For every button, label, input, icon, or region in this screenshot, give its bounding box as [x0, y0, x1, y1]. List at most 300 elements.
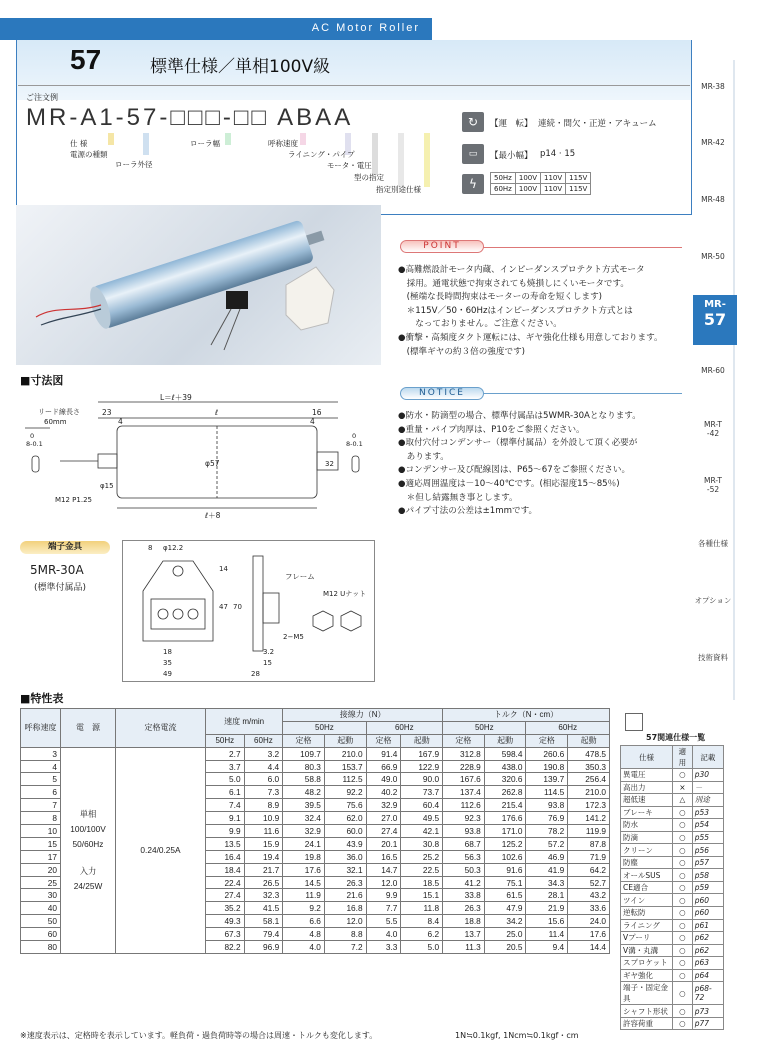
th-torque: トルク（N・cm） [443, 709, 610, 722]
v60-115: 115V [566, 184, 591, 195]
spec-cell: 46.9 [526, 850, 568, 863]
spec-cell: 56.3 [443, 850, 485, 863]
sidebar-item-options[interactable]: オプション [694, 596, 732, 605]
label-lining: ライニング・パイプ [288, 150, 355, 159]
option-row [621, 1017, 724, 1030]
lead-length-value: 60mm [44, 418, 67, 426]
option-cell: 超低速 [621, 794, 673, 807]
spec-cell: 7.2 [324, 941, 366, 954]
power-line: 24/25W [73, 880, 103, 891]
spec-cell: 7.7 [366, 902, 401, 915]
spec-cell: 17.6 [568, 928, 610, 941]
spec-cell: 141.2 [568, 812, 610, 825]
dim-l: ℓ [215, 408, 219, 417]
sidebar-item-technical[interactable]: 技術資料 [698, 653, 728, 662]
sidebar-index [693, 60, 758, 700]
active-tab-prefix: MR- [704, 299, 726, 310]
spec-cell: 17 [21, 850, 61, 863]
spec-cell: 80.3 [283, 760, 325, 773]
dim-4-left: 4 [118, 417, 123, 426]
marker [143, 133, 149, 155]
spec-cell: 3 [21, 747, 61, 760]
spec-cell: 60 [21, 928, 61, 941]
option-cell: 防水 [621, 819, 673, 832]
roller-illustration [16, 205, 381, 365]
option-cell: p57 [692, 856, 723, 869]
spec-cell: 47.9 [484, 902, 526, 915]
term-8: 8 [148, 544, 153, 552]
spec-cell: 210.0 [568, 786, 610, 799]
option-cell: スプロケット [621, 957, 673, 970]
product-photo [16, 205, 381, 365]
nut-label: M12 Uナット [323, 590, 367, 598]
option-cell: 高出力 [621, 781, 673, 794]
spec-cell: 6.1 [206, 786, 245, 799]
spec-cell: 27.4 [206, 889, 245, 902]
term-15: 15 [263, 659, 272, 667]
spec-cell: 4 [21, 760, 61, 773]
dim-phi15: φ15 [100, 482, 114, 490]
dim-16: 16 [312, 408, 322, 417]
spec-cell: 112.5 [324, 773, 366, 786]
spec-cell: 5.0 [401, 941, 443, 954]
option-cell: ○ [673, 919, 693, 932]
label-motor: モータ・電圧 [327, 161, 372, 170]
notice-item: ●防水・防滴型の場合、標準付属品は5WMR-30Aとなります。 [398, 411, 641, 421]
spec-cell: 43.2 [568, 889, 610, 902]
spec-cell: 30 [21, 889, 61, 902]
spec-cell: 75.1 [484, 876, 526, 889]
notice-item: ●重量・パイプ肉厚は、P10をご参照ください。 [398, 424, 585, 435]
spec-cell: 33.8 [443, 889, 485, 902]
spec-cell: 10.9 [244, 812, 283, 825]
option-row [621, 856, 724, 869]
power-line: 入力 [79, 865, 97, 876]
spec-cell: 8.9 [244, 799, 283, 812]
option-row [621, 919, 724, 932]
option-cell: クリーン [621, 844, 673, 857]
spec-cell: 73.7 [401, 786, 443, 799]
title-rule [18, 85, 690, 86]
option-row [621, 894, 724, 907]
sidebar-item-mr38[interactable]: MR-38 [701, 82, 725, 91]
spec-cell: 215.4 [484, 799, 526, 812]
option-cell: p60 [692, 894, 723, 907]
option-cell: ブレーキ [621, 806, 673, 819]
rotation-value: 連続・間欠・正逆・アキューム [538, 119, 657, 129]
spec-cell: 260.6 [526, 747, 568, 760]
option-cell: p59 [692, 881, 723, 894]
term-18: 18 [163, 648, 172, 656]
dim-0-left: 0 [30, 432, 35, 440]
spec-cell: 66.9 [366, 760, 401, 773]
spec-cell: 14.7 [366, 863, 401, 876]
spec-cell: 32.9 [366, 799, 401, 812]
th-torque-60: 60Hz [526, 721, 610, 734]
spec-cell: 32.9 [283, 825, 325, 838]
spec-cell: 12.0 [366, 876, 401, 889]
spec-cell: 7.3 [244, 786, 283, 799]
spec-cell: 11.4 [526, 928, 568, 941]
option-cell: CE適合 [621, 881, 673, 894]
spec-cell: 6.2 [401, 928, 443, 941]
option-row [621, 844, 724, 857]
term-32: 3.2 [263, 648, 275, 656]
option-row [621, 957, 724, 970]
m5-label: 2−M5 [283, 633, 304, 641]
spec-cell: 478.5 [568, 747, 610, 760]
spec-cell: 58.8 [283, 773, 325, 786]
option-row [621, 1005, 724, 1018]
option-row [621, 819, 724, 832]
spec-cell: 598.4 [484, 747, 526, 760]
series-banner [0, 18, 432, 40]
spec-cell: 112.6 [443, 799, 485, 812]
option-cell: ○ [673, 894, 693, 907]
opt-th-spec: 仕様 [621, 746, 673, 769]
spec-cell: 43.9 [324, 837, 366, 850]
spec-cell: 3.7 [206, 760, 245, 773]
spec-cell: 16.4 [206, 850, 245, 863]
spec-cell: 16.8 [324, 902, 366, 915]
option-cell: p58 [692, 869, 723, 882]
options-body [621, 769, 724, 1030]
option-cell: V溝・丸溝 [621, 944, 673, 957]
option-cell: ○ [673, 969, 693, 982]
spec-cell: 49.3 [206, 915, 245, 928]
option-row [621, 982, 724, 1005]
marker [424, 133, 430, 187]
spec-cell: 9.1 [206, 812, 245, 825]
spec-cell: 92.3 [443, 812, 485, 825]
opt-th-ref: 記載 [692, 746, 723, 769]
sidebar-item-mrt52[interactable]: MR-T -52 [704, 476, 722, 494]
spec-cell: 36.0 [324, 850, 366, 863]
spec-cell: 28.1 [526, 889, 568, 902]
option-row [621, 932, 724, 945]
spec-cell: 25.0 [484, 928, 526, 941]
spec-cell: 61.5 [484, 889, 526, 902]
lightning-icon: ϟ [462, 174, 484, 194]
spec-cell: 42.1 [401, 825, 443, 838]
spec-cell: 48.2 [283, 786, 325, 799]
spec-cell: 21.6 [324, 889, 366, 902]
opt-th-apply: 適用 [673, 746, 693, 769]
option-cell: ライニング [621, 919, 673, 932]
spec-cell: 125.2 [484, 837, 526, 850]
page-title: 標準仕様／単相100V級 [150, 57, 331, 77]
unit-note: 1N≒0.1kgf, 1Ncm≒0.1kgf・cm [455, 1031, 579, 1040]
option-cell: ○ [673, 831, 693, 844]
option-row [621, 969, 724, 982]
v60-110: 110V [541, 184, 566, 195]
spec-cell: 262.8 [484, 786, 526, 799]
spec-cell: 4.0 [283, 941, 325, 954]
spec-cell: 3.2 [244, 747, 283, 760]
option-cell: ギヤ強化 [621, 969, 673, 982]
v50-100: 100V [515, 173, 540, 184]
option-cell: ○ [673, 844, 693, 857]
spec-cell: 18.5 [401, 876, 443, 889]
order-model-code: MR-A1-57-□□□-□□ ABAA [26, 104, 354, 131]
width-label: 【最小幅】 [490, 151, 533, 161]
thread-m12: M12 P1.25 [55, 496, 92, 504]
option-cell: p55 [692, 831, 723, 844]
option-row [621, 781, 724, 794]
option-cell: 許容荷重 [621, 1017, 673, 1030]
sidebar-item-mr42[interactable]: MR-42 [701, 138, 725, 147]
option-cell: p56 [692, 844, 723, 857]
spec-cell: 14.4 [568, 941, 610, 954]
th-current: 定格電流 [116, 709, 206, 748]
v-hz50: 50Hz [491, 173, 516, 184]
notice-item: ●取付穴付コンデンサー（標準付属品）を外設して頂く必要が [398, 438, 638, 449]
option-cell: p62 [692, 932, 723, 945]
lead-wire [36, 305, 101, 317]
th-start: 起動 [568, 734, 610, 747]
sidebar-item-mr57-active[interactable] [693, 295, 737, 345]
spec-cell: 60.4 [401, 799, 443, 812]
spec-cell: 11.3 [443, 941, 485, 954]
spec-cell: 320.6 [484, 773, 526, 786]
point-list [398, 264, 694, 359]
point-item: (標準ギヤの約３倍の強度です) [398, 346, 526, 357]
sidebar-item-mrt42[interactable]: MR-T -42 [704, 420, 722, 438]
roller-shaft [306, 231, 324, 245]
option-list-icon [625, 713, 643, 731]
terminal-model: 5MR-30A [30, 563, 84, 577]
sidebar-item-mr48[interactable]: MR-48 [701, 195, 725, 204]
power-line: 50/60Hz [72, 838, 104, 849]
spec-cell: 8 [21, 812, 61, 825]
spec-cell: 312.8 [443, 747, 485, 760]
spec-cell: 60.0 [324, 825, 366, 838]
sidebar-item-mr60[interactable]: MR-60 [701, 366, 725, 375]
option-cell: 防塵 [621, 856, 673, 869]
dim-23: 23 [102, 408, 112, 417]
options-table [620, 745, 724, 1030]
option-cell: 別途 [692, 794, 723, 807]
dimensions-title: ■寸法図 [20, 374, 64, 387]
spec-cell: 76.9 [526, 812, 568, 825]
spec-cell: 13.5 [206, 837, 245, 850]
spec-cell: 41.9 [526, 863, 568, 876]
point-item: 採用。通電状態で拘束されても焼損しにくいモータです。 [398, 278, 630, 289]
spec-cell: 91.4 [366, 747, 401, 760]
spec-cell: 14.5 [283, 876, 325, 889]
spec-cell: 9.9 [366, 889, 401, 902]
term-70: 70 [233, 603, 242, 611]
option-row [621, 769, 724, 782]
spec-cell: 58.1 [244, 915, 283, 928]
dim-l-plus-8: ℓ＋8 [205, 511, 221, 520]
th-start: 起動 [401, 734, 443, 747]
option-cell: p62 [692, 944, 723, 957]
spec-cell: 109.7 [283, 747, 325, 760]
option-cell: Vプーリ [621, 932, 673, 945]
v50-110: 110V [541, 173, 566, 184]
notice-item: ●適応周囲温度は－10〜40℃です。(相応湿度15〜85％) [398, 478, 620, 489]
spec-cell: 20 [21, 863, 61, 876]
option-cell: ○ [673, 819, 693, 832]
th-speed: 速度 m/min [206, 709, 283, 735]
spec-current-cell: 0.24/0.25A [116, 747, 206, 953]
option-cell: p73 [692, 1005, 723, 1018]
capacitor [226, 291, 248, 309]
th-start: 起動 [324, 734, 366, 747]
spec-cell: 91.6 [484, 863, 526, 876]
capacitor-wire [211, 309, 240, 350]
terminal-drawing [123, 541, 376, 683]
sidebar-item-mr50[interactable]: MR-50 [701, 252, 725, 261]
v50-115: 115V [566, 173, 591, 184]
spec-cell: 122.9 [401, 760, 443, 773]
spec-cell: 6.6 [283, 915, 325, 928]
spec-cell: 50 [21, 915, 61, 928]
th-speed-50: 50Hz [206, 734, 245, 747]
spec-cell: 5.5 [366, 915, 401, 928]
option-cell: ○ [673, 881, 693, 894]
spec-cell: 27.0 [366, 812, 401, 825]
spec-cell: 71.9 [568, 850, 610, 863]
nut-hex [313, 611, 333, 631]
spec-cell: 17.6 [283, 863, 325, 876]
label-type: 型の指定 [354, 173, 384, 182]
option-row [621, 794, 724, 807]
spec-cell: 35.2 [206, 902, 245, 915]
term-28: 28 [251, 670, 260, 678]
point-item: ●衝撃・高頻度タクト運転には、ギヤ強化仕様も用意しております。 [398, 332, 663, 343]
option-row [621, 806, 724, 819]
spec-cell: 68.7 [443, 837, 485, 850]
spec-cell: 25 [21, 876, 61, 889]
spec-cell: 52.7 [568, 876, 610, 889]
option-cell: ○ [673, 769, 693, 782]
option-row [621, 944, 724, 957]
point-item: ＊115V／50・60Hzはインピーダンスプロテクト方式とは [398, 305, 633, 316]
power-line: 単相 [79, 808, 97, 819]
point-badge: POINT [400, 240, 484, 253]
dim-0-right: 0 [352, 432, 357, 440]
option-cell: p30 [692, 769, 723, 782]
series-name: AC Motor Roller [311, 22, 420, 34]
spec-cell: 2.7 [206, 747, 245, 760]
option-cell: ○ [673, 907, 693, 920]
spec-cell: 50.3 [443, 863, 485, 876]
spec-cell: 256.4 [568, 773, 610, 786]
spec-cell: 26.3 [443, 902, 485, 915]
spec-cell: 41.2 [443, 876, 485, 889]
spec-cell: 20.5 [484, 941, 526, 954]
spec-cell: 5.0 [206, 773, 245, 786]
spec-cell: 11.6 [244, 825, 283, 838]
spec-cell: 172.3 [568, 799, 610, 812]
notice-item: ●パイプ寸法の公差は±1mmです。 [398, 506, 538, 517]
option-cell: △ [673, 794, 693, 807]
option-cell: p77 [692, 1017, 723, 1030]
th-speed-nominal: 呼称速度 [21, 709, 61, 748]
option-cell: ○ [673, 1017, 693, 1030]
option-cell: 防滴 [621, 831, 673, 844]
active-tab-number: 57 [703, 310, 727, 329]
options-title: 57関連仕様一覧 [646, 733, 706, 742]
label-power: 電源の種類 [70, 150, 108, 159]
option-cell: ○ [673, 932, 693, 945]
spec-body [21, 747, 610, 953]
v60-100: 100V [515, 184, 540, 195]
spec-cell: 171.0 [484, 825, 526, 838]
dim-L: L＝ℓ＋39 [160, 393, 192, 402]
spec-cell: 33.6 [568, 902, 610, 915]
sidebar-item-specs[interactable]: 各種仕様 [698, 539, 728, 548]
spec-cell: 4.0 [366, 928, 401, 941]
spec-cell: 15.1 [401, 889, 443, 902]
spec-cell: 5 [21, 773, 61, 786]
option-cell: ○ [673, 944, 693, 957]
marker [300, 133, 306, 145]
spec-cell: 4.4 [244, 760, 283, 773]
term-35: 35 [163, 659, 172, 667]
spec-cell: 19.8 [283, 850, 325, 863]
spec-cell: 3.3 [366, 941, 401, 954]
option-cell: オールSUS [621, 869, 673, 882]
point-item: ●高難燃設計モータ内蔵、インピーダンスプロテクト方式モータ [398, 265, 645, 275]
spec-cell: 40 [21, 902, 61, 915]
spec-cell: 176.6 [484, 812, 526, 825]
spec-row [21, 747, 610, 760]
th-rated: 定格 [443, 734, 485, 747]
spec-cell: 24.0 [568, 915, 610, 928]
option-cell: p60 [692, 907, 723, 920]
roller-body [92, 219, 315, 329]
th-tension-50: 50Hz [283, 721, 366, 734]
option-cell: ○ [673, 856, 693, 869]
spec-cell: 438.0 [484, 760, 526, 773]
frame-label: フレーム [285, 572, 315, 581]
spec-cell: 49.0 [366, 773, 401, 786]
option-cell: ○ [673, 869, 693, 882]
spec-cell: 82.2 [206, 941, 245, 954]
spec-cell: 62.0 [324, 812, 366, 825]
option-cell: p53 [692, 806, 723, 819]
spec-cell: 21.9 [526, 902, 568, 915]
notice-item: ●コンデンサー及び配線図は、P65〜67をご参照ください。 [398, 465, 631, 476]
dim-8-left: 8-0.1 [26, 440, 43, 448]
spec-cell: 49.5 [401, 812, 443, 825]
spec-cell: 15 [21, 837, 61, 850]
term-14: 14 [219, 565, 228, 573]
option-cell: p64 [692, 969, 723, 982]
spec-cell: 34.3 [526, 876, 568, 889]
label-special: 指定別途仕様 [376, 185, 421, 194]
model-number: 57 [70, 44, 102, 75]
spec-cell: 21.7 [244, 863, 283, 876]
spec-cell: 41.5 [244, 902, 283, 915]
terminal-note: (標準付属品) [34, 583, 87, 593]
label-speed: 呼称速度 [268, 139, 298, 148]
option-cell: ○ [673, 1005, 693, 1018]
option-cell: － [692, 781, 723, 794]
spec-cell: 102.6 [484, 850, 526, 863]
width-icon: ▭ [462, 144, 484, 164]
terminal-bracket-photo [286, 267, 334, 330]
spec-cell: 9.2 [283, 902, 325, 915]
point-item: (極端な長時間拘束はモーターの寿命を短くします) [398, 292, 603, 303]
terminal-badge: 端子金具 [20, 541, 110, 554]
marker [372, 133, 378, 175]
notice-item: ＊但し結露無き事とします。 [398, 492, 518, 503]
th-power: 電 源 [61, 709, 116, 748]
